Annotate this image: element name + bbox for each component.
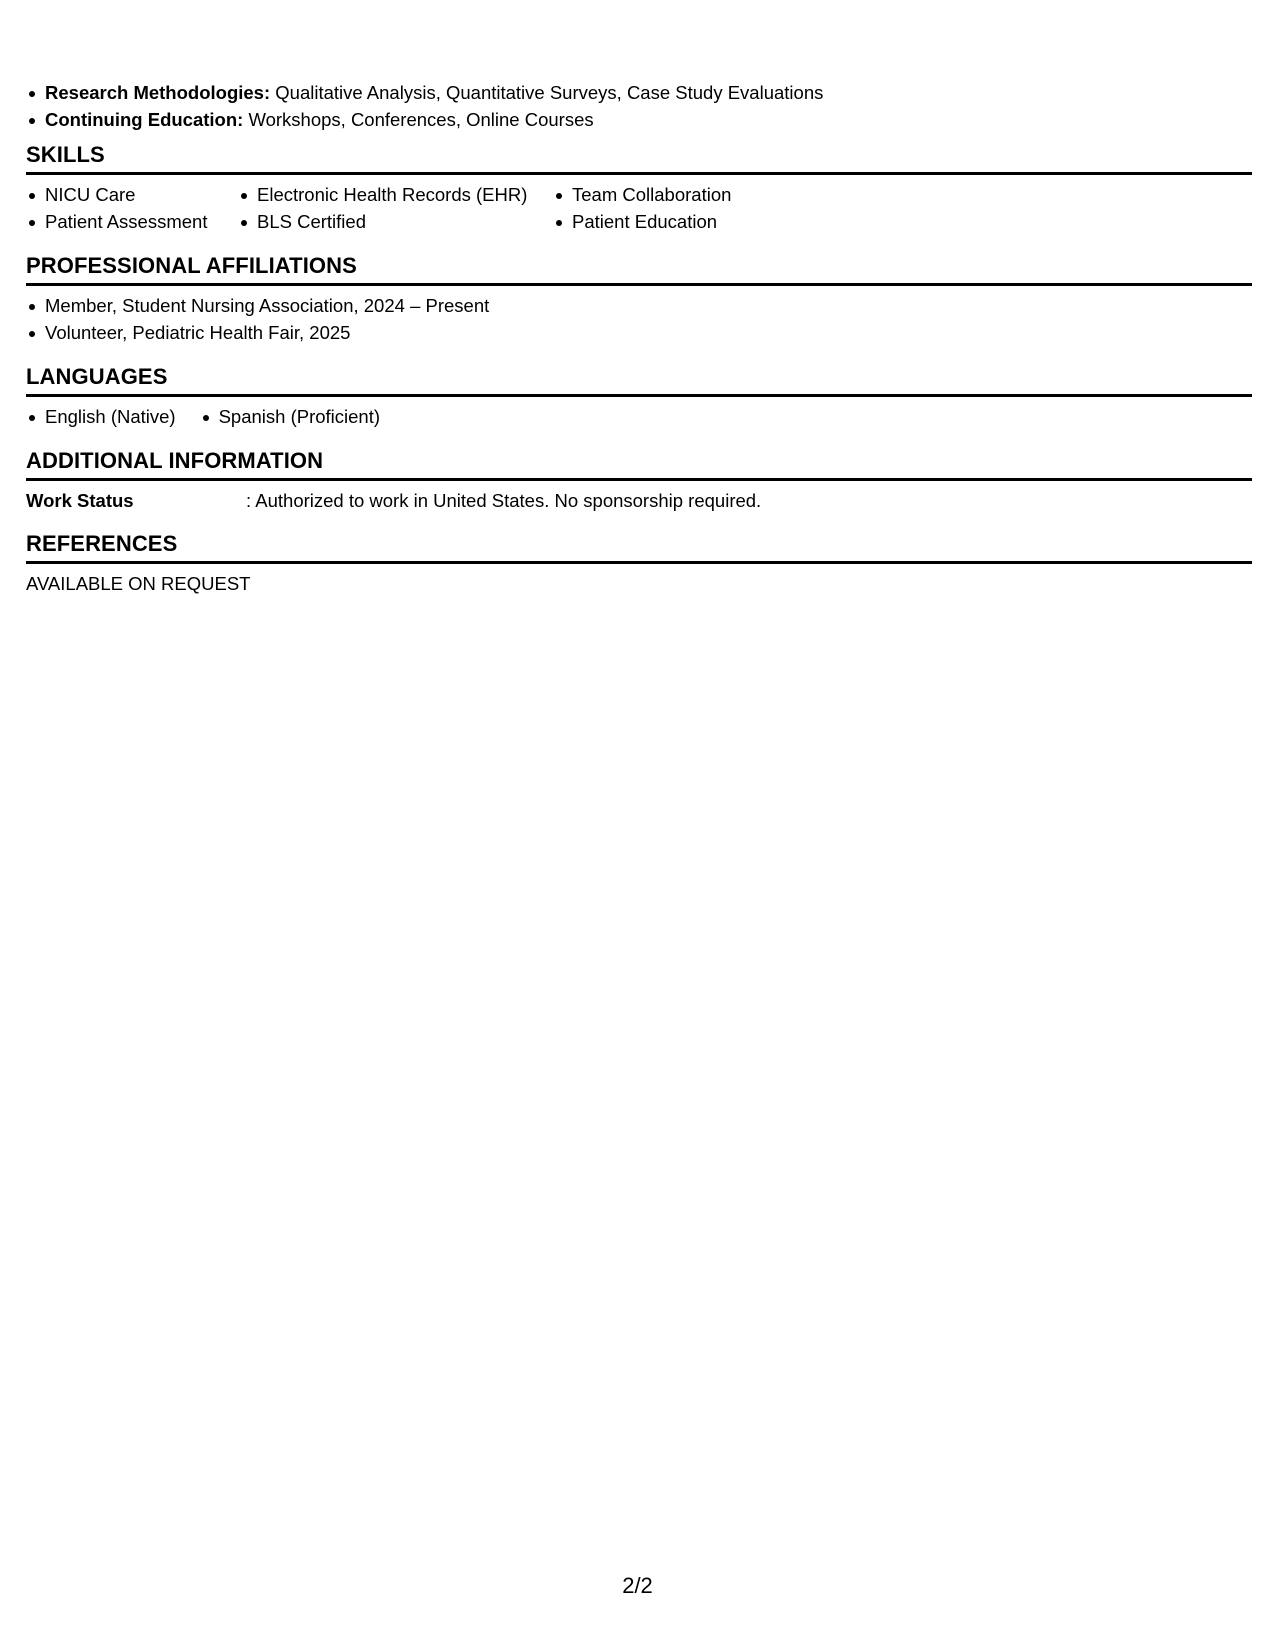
item-label: Continuing Education: bbox=[45, 109, 244, 130]
skill-item: Patient Assessment bbox=[26, 208, 238, 235]
list-item bbox=[26, 106, 823, 133]
references-text: AVAILABLE ON REQUEST bbox=[26, 573, 251, 594]
skill-item: NICU Care bbox=[26, 181, 238, 208]
affiliations-section bbox=[26, 253, 1252, 346]
skill-item: Patient Education bbox=[553, 208, 853, 235]
section-title: PROFESSIONAL AFFILIATIONS bbox=[26, 253, 1252, 286]
skill-item: Electronic Health Records (EHR) bbox=[238, 181, 553, 208]
section-title: LANGUAGES bbox=[26, 364, 1252, 397]
affiliation-item: Volunteer, Pediatric Health Fair, 2025 bbox=[26, 319, 1252, 346]
skills-columns bbox=[26, 181, 1252, 235]
section-title: SKILLS bbox=[26, 142, 1252, 175]
work-status-label: Work Status bbox=[26, 490, 134, 511]
skill-item: Team Collaboration bbox=[553, 181, 853, 208]
additional-info-section bbox=[26, 448, 1252, 514]
page-number: 2/2 bbox=[622, 1573, 653, 1598]
languages-section bbox=[26, 364, 1252, 430]
list-item bbox=[26, 79, 823, 106]
work-status-row bbox=[26, 487, 1252, 514]
language-item: English (Native) bbox=[26, 403, 176, 430]
section-title: ADDITIONAL INFORMATION bbox=[26, 448, 1252, 481]
item-text: Qualitative Analysis, Quantitative Surveys, Case Study Evaluations bbox=[270, 82, 824, 103]
skills-column bbox=[26, 181, 238, 235]
languages-list bbox=[26, 403, 1252, 430]
skills-section bbox=[26, 142, 1252, 235]
affiliations-list bbox=[26, 292, 1252, 346]
skills-column bbox=[238, 181, 553, 235]
section-title: REFERENCES bbox=[26, 531, 1252, 564]
references-section bbox=[26, 531, 1252, 597]
language-item: Spanish (Proficient) bbox=[200, 403, 380, 430]
skills-column bbox=[553, 181, 853, 235]
education-extra-list bbox=[26, 79, 823, 133]
work-status-value: : Authorized to work in United States. No sponsorship required. bbox=[246, 490, 762, 511]
item-label: Research Methodologies: bbox=[45, 82, 271, 103]
item-text: Workshops, Conferences, Online Courses bbox=[243, 109, 594, 130]
affiliation-item: Member, Student Nursing Association, 2024 – Present bbox=[26, 292, 1252, 319]
skill-item: BLS Certified bbox=[238, 208, 553, 235]
